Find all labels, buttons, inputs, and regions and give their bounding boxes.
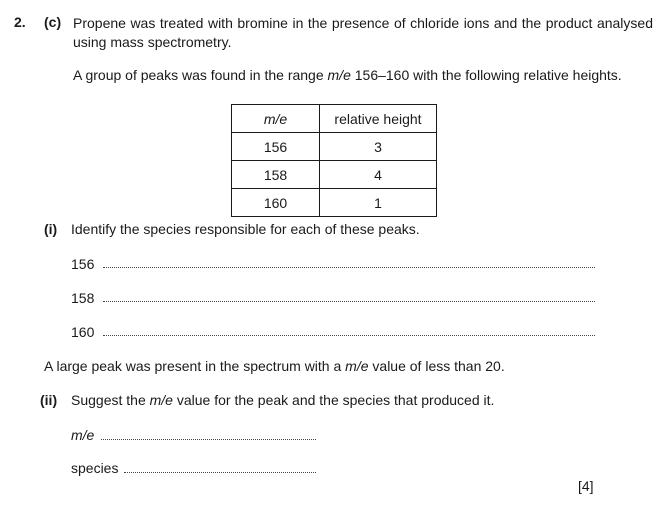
- table-header-row: [232, 105, 437, 133]
- large-peak-after: value of less than 20.: [368, 358, 505, 374]
- answer-label-160: 160: [71, 324, 95, 340]
- question-intro: Propene was treated with bromine in the presence of chloride ions and the product analysed using mass spectrometry.: [73, 15, 653, 50]
- table-cell-height: 1: [320, 189, 437, 217]
- range-sentence-unit: m/e: [327, 67, 351, 83]
- part-ii-before: Suggest the: [71, 392, 150, 408]
- answer-label-156: 156: [71, 256, 95, 272]
- large-peak-unit: m/e: [345, 358, 369, 374]
- marks-badge: [4]: [578, 478, 594, 494]
- part-ii-text: [71, 392, 494, 408]
- table-header-me: m/e: [232, 105, 320, 133]
- part-i-label: (i): [44, 221, 58, 237]
- answer-line-160[interactable]: [103, 335, 595, 336]
- peaks-table: [231, 104, 437, 217]
- large-peak-sentence: [44, 358, 505, 374]
- range-sentence-after: 156–160 with the following relative heights.: [350, 67, 622, 83]
- range-sentence-before: A group of peaks was found in the range: [73, 67, 328, 83]
- table-cell-height: 4: [320, 161, 437, 189]
- part-i-text: Identify the species responsible for each of these peaks.: [71, 221, 420, 237]
- part-ii-unit: m/e: [149, 392, 173, 408]
- table-cell-me: 158: [232, 161, 320, 189]
- part-ii-label: (ii): [40, 392, 58, 408]
- part-ii-after: value for the peak and the species that produced it.: [172, 392, 495, 408]
- question-number: 2.: [14, 14, 26, 30]
- large-peak-before: A large peak was present in the spectrum with a: [44, 358, 346, 374]
- species-answer-label: species: [71, 460, 119, 476]
- answer-label-158: 158: [71, 290, 95, 306]
- range-sentence: [73, 67, 622, 83]
- table-row: [232, 133, 437, 161]
- species-answer-line[interactable]: [124, 472, 316, 473]
- question-part: (c): [44, 14, 62, 30]
- table-cell-me: 160: [232, 189, 320, 217]
- table-row: [232, 161, 437, 189]
- table-cell-me: 156: [232, 133, 320, 161]
- table-row: [232, 189, 437, 217]
- me-answer-line[interactable]: [101, 439, 316, 440]
- table-cell-height: 3: [320, 133, 437, 161]
- me-answer-label: m/e: [71, 427, 95, 443]
- table-header-height: relative height: [320, 105, 437, 133]
- answer-line-158[interactable]: [103, 301, 595, 302]
- answer-line-156[interactable]: [103, 267, 595, 268]
